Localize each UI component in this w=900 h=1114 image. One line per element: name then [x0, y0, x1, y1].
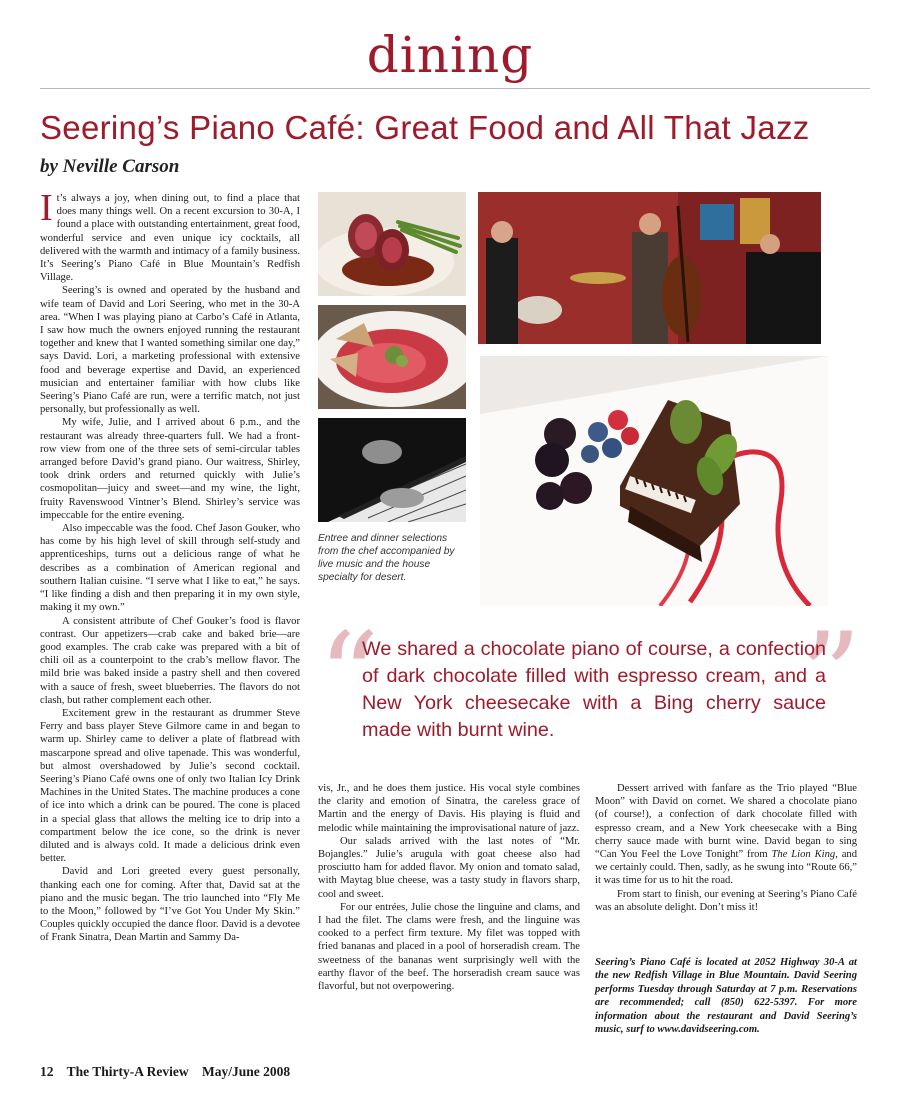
paragraph: Our salads arrived with the last notes of “Mr. Bojangles.” Julie’s arugula with goat cheese also had prosciutto ham for added flavor. My onion and tomato salad, with Maytag blue cheese, was a tasty study in flavors sharp, cool and sweet.	[318, 835, 580, 900]
photo-piano-hands	[318, 418, 466, 522]
photo-carpaccio	[318, 305, 466, 409]
publication-name: The Thirty-A Review	[66, 1064, 189, 1079]
issue-date: May/June 2008	[202, 1064, 291, 1079]
paragraph: From start to finish, our evening at Seering’s Piano Café was an absolute delight. Don’t miss it!	[595, 888, 857, 913]
paragraph: Also impeccable was the food. Chef Jason Gouker, who has come by his high level of skill through self-study and apprenticeships, turns out a delicious range of what he describes as a combination of American regional and southern Italian cuisine. “I serve what I like to eat,” he says. “I like finding a dish and then preparing it in my own style, making it my own.”	[40, 523, 300, 614]
paragraph: Dessert arrived with fanfare as the Trio played “Blue Moon” with David on cornet. We shared a chocolate piano (of course!), a confection of dark chocolate filled with espresso cream, and a New York cheesecake with a Bing cherry sauce made with burnt wine. David began to sing “Can You Feel the Love Tonight” from The Lion King, and we certainly could. Then, sadly, as he swung into “Route 66,” it was time for us to hit the road.	[595, 783, 858, 887]
paragraph: vis, Jr., and he does them justice. His vocal style combines the clarity and emotion of Sinatra, the careless grace of Martin and the energy of Davis. His playing is fluid and melodic while maintaining the improvisational nature of jazz.	[318, 783, 580, 834]
paragraph: For our entrées, Julie chose the linguine and clams, and I had the filet. The clams were fresh, and the linguine was cooked to a perfect firm texture. My filet was topped with fried bananas and placed in a pool of horseradish cream. The sweetness of the bananas went surprisingly well with the earthy flavor of the beef. The horseradish cream sauce was flavorful, but not overpowering.	[318, 901, 580, 993]
restaurant-info: Seering’s Piano Café is located at 2052 Highway 30-A at the new Redfish Village in Blue Mountain. David Seering performs Tuesday through Saturday at 7 p.m. Reservations are recommended; call (850) 622-5397. For more information about the restaurant and David Seering’s music, surf to www.davidseering.com.	[595, 957, 857, 1036]
page-number: 12	[40, 1064, 54, 1079]
column-2	[318, 782, 580, 993]
byline: by Neville Carson	[40, 156, 180, 177]
paragraph: Seering’s is owned and operated by the husband and wife team of David and Lori Seering, who met in the 30-A area. “When I was playing piano at Carbo’s Café in Atlanta, I saw how much the owners enjoyed running the restaurant together and knew that I wanted something similar one day,” says David. Lori, a marketing professional with extensive food and beverage expertise and David, an experienced musician and entertainer familiar with how clubs like Seering’s Piano Café are run, were a terrific match, not just personally, but professionally as well.	[40, 285, 300, 416]
section-title: dining	[366, 26, 534, 84]
paragraph: A consistent attribute of Chef Gouker’s food is flavor contrast. Our appetizers—crab cake and baked brie—are good examples. The crab cake was prepared with a bit of chili oil as a counterpoint to the crab’s mellow flavor. The mild brie was baked inside a pastry shell and then covered with a sauce of fresh, sweet blueberries. The flavors do not clash, but rather complement each other.	[40, 615, 300, 706]
page-footer	[40, 1064, 300, 1080]
photo-chocolate-piano-dessert	[480, 356, 828, 606]
paragraph: Excitement grew in the restaurant as drummer Steve Ferry and bass player Steve Gilmore came in and began to warm up. Shirley came to deliver a plate of flatbread with mascarpone spread and olive tapenade. This was wonderful, but almost overshadowed by Julie’s second cocktail. Seering’s Piano Café owns one of only two Italian Icy Drink Machines in the United States. The machine produces a cone of ice into which a drink can be poured. The cone is placed in a special glass that allows the melting ice to drip into a compartment below the ice cone, so the drink is never diluted and is always cold. It made a delicious drink even better.	[40, 707, 300, 865]
paragraph: It’s always a joy, when dining out, to find a place that does many things well. On a recent excursion to 30-A, I found a place with outstanding entertainment, great food, wonderful service and even unique icy cocktails, all delivered with the warmth and intimacy of a family business. It’s Seering’s Piano Café in Blue Mountain’s Redfish Village.	[40, 187, 300, 284]
column-3	[595, 782, 857, 914]
photo-jazz-trio	[478, 192, 821, 344]
drop-cap: I	[40, 187, 53, 229]
open-quote-mark: “	[318, 608, 380, 747]
paragraph: David and Lori greeted every guest personally, thanking each one for coming. After that, David sat at the piano and the music began. The trio launched into “Fly Me to the Moon,” followed by “I’ve Got You Under My Skin.” Couples quickly occupied the dance floor. David is a devotee of Frank Sinatra, Dean Martin and Sammy Da-	[40, 866, 300, 944]
close-quote-mark: ”	[800, 608, 862, 747]
photo-lamb-entree	[318, 192, 466, 296]
pull-quote: We shared a chocolate piano of course, a confection of dark chocolate filled with espresso cream, and a New York cheesecake with a Bing cherry sauce made with burnt wine.	[362, 638, 826, 741]
photo-caption: Entree and dinner selections from the chef accompanied by live music and the house specialty for desert.	[318, 533, 455, 583]
header-rule	[40, 88, 870, 89]
article-headline: Seering’s Piano Café: Great Food and All That Jazz	[40, 109, 810, 146]
paragraph: My wife, Julie, and I arrived about 6 p.m., and the restaurant was already three-quarters full. We had a front-row view from one of the three sets of semi-circular tables arranged before David’s grand piano. Our waitress, Shirley, took drink orders and returned quickly with Julie’s cosmopolitan—juicy and sweet—and my wine, the light, fruity Ravenswood Vintner’s Blend. Shirley’s service was impeccable for the entire evening.	[40, 417, 300, 521]
column-1	[40, 187, 300, 945]
